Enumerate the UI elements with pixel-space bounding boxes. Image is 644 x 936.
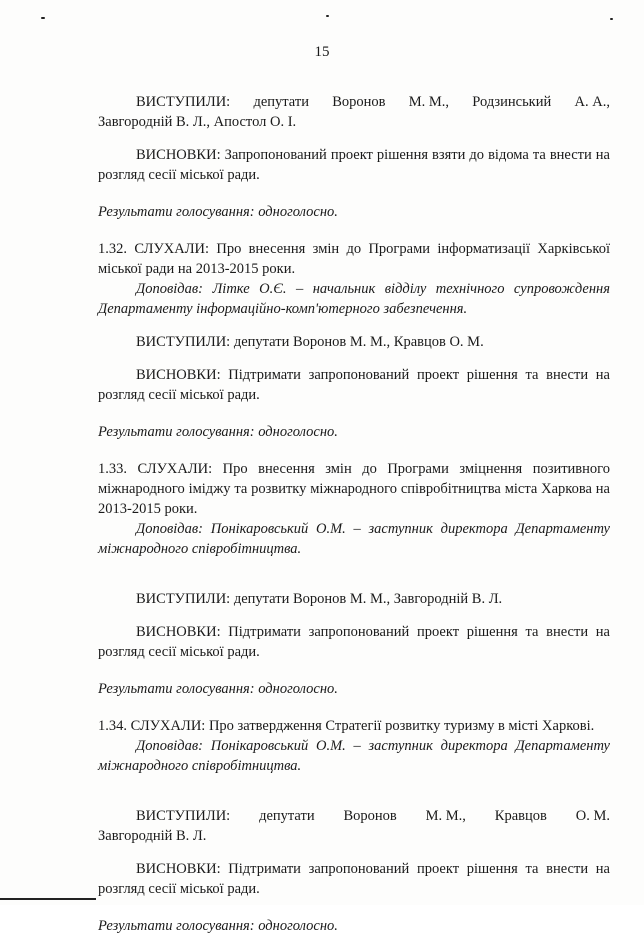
vote-result: Результати голосування: одноголосно. — [98, 204, 338, 220]
conclusion-paragraph: ВИСНОВКИ: Запропонований проект рішення взяти до відома та внести на розгляд сесії міської ради. — [98, 147, 610, 183]
scan-speck-center — [326, 15, 329, 17]
page-number: 15 — [314, 44, 330, 60]
conclusion-paragraph-1-33: ВИСНОВКИ: Підтримати запропонований проект рішення та внести на розгляд сесії міської ради. — [98, 624, 610, 660]
vote-result-1-34: Результати голосування: одноголосно. — [98, 918, 338, 934]
reporter-paragraph-1-33: Доповідав: Понікаровський О.М. – заступник директора Департаменту міжнародного співробітництва. — [98, 521, 610, 557]
speakers-line-cont-1-34: Завгородній В. Л. — [98, 828, 207, 844]
heard-paragraph-1-32: 1.32. СЛУХАЛИ: Про внесення змін до Програми інформатизації Харківської міської ради на 2013-2015 роки. — [98, 241, 610, 277]
heard-paragraph-1-34: 1.34. СЛУХАЛИ: Про затвердження Стратегії розвитку туризму в місті Харкові. — [98, 718, 595, 734]
heard-paragraph-1-33: 1.33. СЛУХАЛИ: Про внесення змін до Програми зміцнення позитивного міжнародного іміджу та розвитку міжнародного співробітництва міста Харкова на 2013-2015 роки. — [98, 461, 610, 517]
footer-rule — [0, 898, 96, 900]
scan-speck-right — [610, 18, 613, 20]
conclusion-paragraph-1-34: ВИСНОВКИ: Підтримати запропонований проект рішення та внести на розгляд сесії міської ради. — [98, 861, 610, 897]
speakers-line-1-33: ВИСТУПИЛИ: депутати Воронов М. М., Завгородній В. Л. — [136, 591, 503, 607]
speakers-line-1-32: ВИСТУПИЛИ: депутати Воронов М. М., Кравцов О. М. — [136, 334, 484, 350]
reporter-paragraph-1-34: Доповідав: Понікаровський О.М. – заступник директора Департаменту міжнародного співробітництва. — [98, 738, 610, 774]
speakers-line: ВИСТУПИЛИ: депутати Воронов М. М., Родзинський А. А., — [136, 94, 610, 110]
speakers-line-cont: Завгородній В. Л., Апостол О. І. — [98, 114, 297, 130]
document-body — [98, 92, 610, 936]
reporter-paragraph-1-32: Доповідав: Літке О.Є. – начальник відділу технічного супровождення Департаменту інформаційно-комп'ютерного забезпечення. — [98, 281, 610, 317]
vote-result-1-32: Результати голосування: одноголосно. — [98, 424, 338, 440]
scan-speck-left — [41, 17, 45, 19]
vote-result-1-33: Результати голосування: одноголосно. — [98, 681, 338, 697]
conclusion-paragraph-1-32: ВИСНОВКИ: Підтримати запропонований проект рішення та внести на розгляд сесії міської ради. — [98, 367, 610, 403]
speakers-line-1-34: ВИСТУПИЛИ: депутати Воронов М. М., Кравцов О. М. — [136, 808, 610, 824]
